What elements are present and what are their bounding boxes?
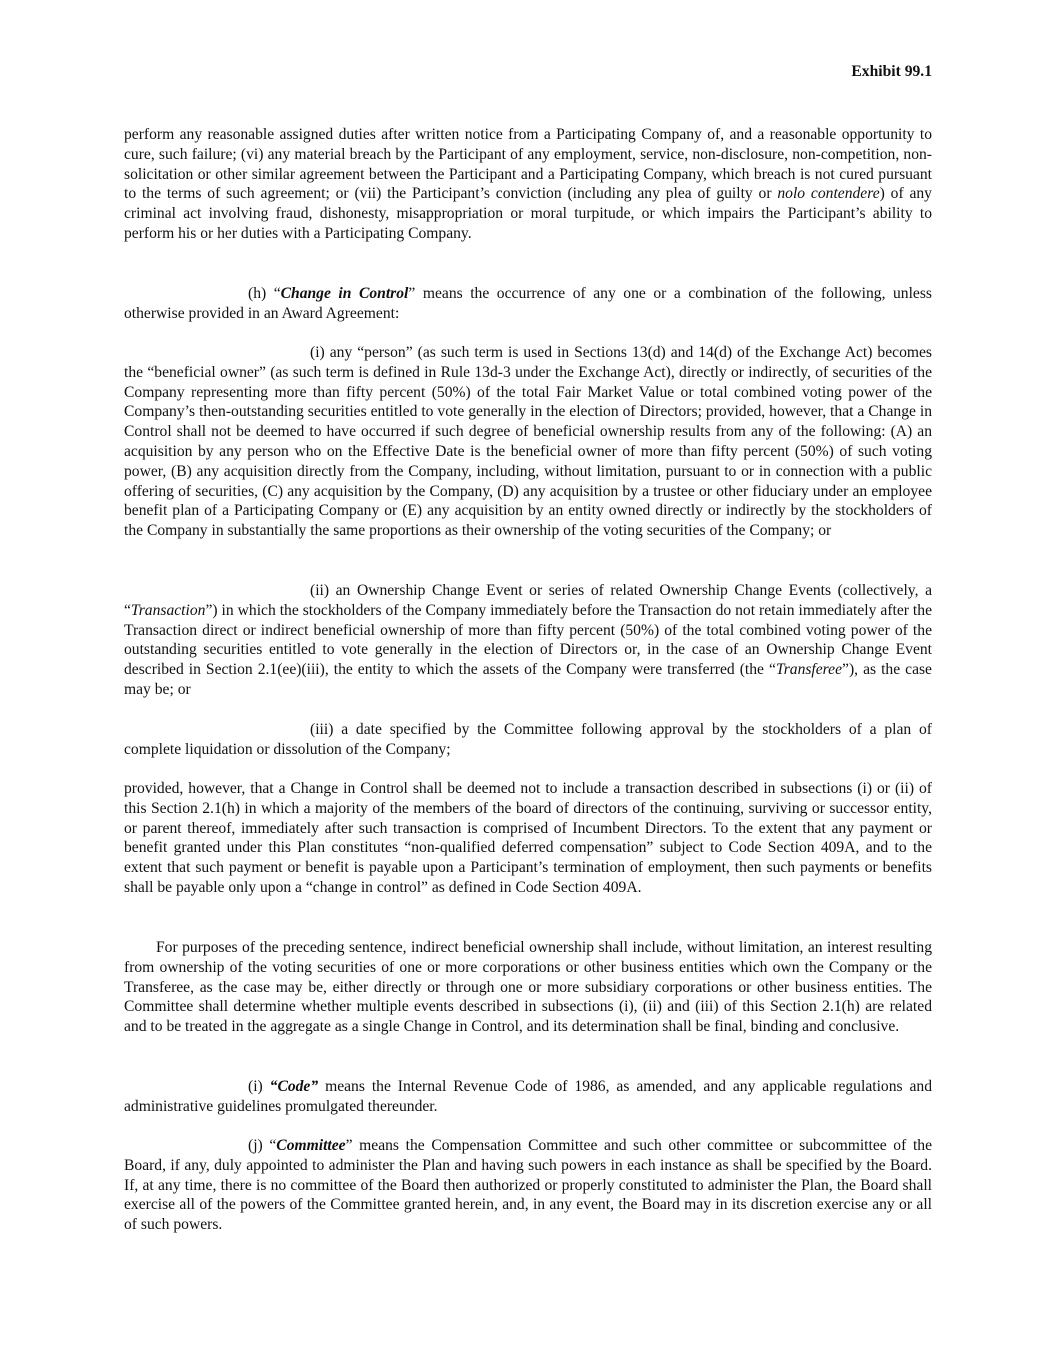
italic-term: nolo contendere: [777, 185, 880, 203]
clause-h-iii: (iii) a date specified by the Committee following approval by the stockholders of a plan of complete liquidation or dissolution of the Company;: [124, 721, 932, 758]
italic-term: Transaction: [130, 601, 206, 619]
clause-h-ii: (ii) an Ownership Change Event or series of related Ownership Change Events (collectively, a “Transaction”) in which the stockholders of the Company immediately before the Transaction do not retain immediately after the Transaction direct or indirect beneficial ownership of more than fifty percent (50%) of the total combined voting power of the outstanding securities entitled to vote generally in the election of Directors or, in the case of an Ownership Change Event described in Section 2.1(ee)(iii), the entity to which the assets of the Company were transferred (the “Transferee”), as the case may be; or: [124, 582, 932, 698]
paragraph-proviso: provided, however, that a Change in Control shall be deemed not to include a transaction described in subsections (i) or (ii) of this Section 2.1(h) in which a majority of the members of the board of directors of the continuing, surviving or successor entity, or parent thereof, immediately after such transaction is comprised of Incumbent Directors. To the extent that any payment or benefit granted under this Plan constitutes “non-qualified deferred compensation” subject to Code Section 409A, and to the extent that such payment or benefit is payable upon a Participant’s termination of employment, then such payments or benefits shall be payable only upon a “change in control” as defined in Code Section 409A.: [124, 780, 932, 896]
paragraph-purposes: For purposes of the preceding sentence, indirect beneficial ownership shall include, without limitation, an interest resulting from ownership of the voting securities of one or more corporations or other business entities which own the Company or the Transferee, as the case may be, either directly or through one or more subsidiary corporations or other business entities. The Committee shall determine whether multiple events described in subsections (i), (ii) and (iii) of this Section 2.1(h) are related and to be treated in the aggregate as a single Change in Control, and its determination shall be final, binding and conclusive.: [124, 939, 932, 1036]
definition-change-in-control: (h) “Change in Control” means the occurrence of any one or a combination of the following, unless otherwise provided in an Award Agreement:: [124, 285, 932, 322]
italic-term: Transferee: [775, 661, 843, 679]
definition-committee: (j) “Committee” means the Compensation Committee and such other committee or subcommittee of the Board, if any, duly appointed to administer the Plan and having such powers in each instance as shall be specified by the Board. If, at any time, there is no committee of the Board then authorized or properly constituted to administer the Plan, the Board shall exercise all of the powers of the Committee granted herein, and, in any event, the Board may in its discretion exercise any or all of such powers.: [124, 1137, 932, 1234]
exhibit-label: Exhibit 99.1: [851, 63, 932, 80]
defined-term: “Code”: [269, 1078, 319, 1095]
defined-term: Committee: [276, 1137, 346, 1154]
definition-code: (i) “Code” means the Internal Revenue Code of 1986, as amended, and any applicable regulations and administrative guidelines promulgated thereunder.: [124, 1078, 932, 1115]
defined-term: Change in Control: [280, 285, 409, 302]
paragraph-cause-continued: perform any reasonable assigned duties after written notice from a Participating Company of, and a reasonable opportunity to cure, such failure; (vi) any material breach by the Participant of any employment, service, non-disclosure, non-competition, non-solicitation or other similar agreement between the Participant and a Participating Company, which breach is not cured pursuant to the terms of such agreement; or (vii) the Participant’s conviction (including any plea of guilty or nolo contendere) of any criminal act involving fraud, dishonesty, misappropriation or moral turpitude, or which impairs the Participant’s ability to perform his or her duties with a Participating Company.: [124, 126, 932, 242]
clause-h-i: (i) any “person” (as such term is used in Sections 13(d) and 14(d) of the Exchange Act) becomes the “beneficial owner” (as such term is defined in Rule 13d-3 under the Exchange Act), directly or indirectly, of securities of the Company representing more than fifty percent (50%) of the total Fair Market Value or total combined voting power of the Company’s then-outstanding securities entitled to vote generally in the election of Directors; provided, however, that a Change in Control shall not be deemed to have occurred if such degree of beneficial ownership results from any of the following: (A) an acquisition by any person who on the Effective Date is the beneficial owner of more than fifty percent (50%) of such voting power, (B) any acquisition directly from the Company, including, without limitation, pursuant to or in connection with a public offering of securities, (C) any acquisition by the Company, (D) any acquisition by a trustee or other fiduciary under an employee benefit plan of a Participating Company or (E) any acquisition by an entity owned directly or indirectly by the stockholders of the Company in substantially the same proportions as their ownership of the voting securities of the Company; or: [124, 344, 932, 540]
